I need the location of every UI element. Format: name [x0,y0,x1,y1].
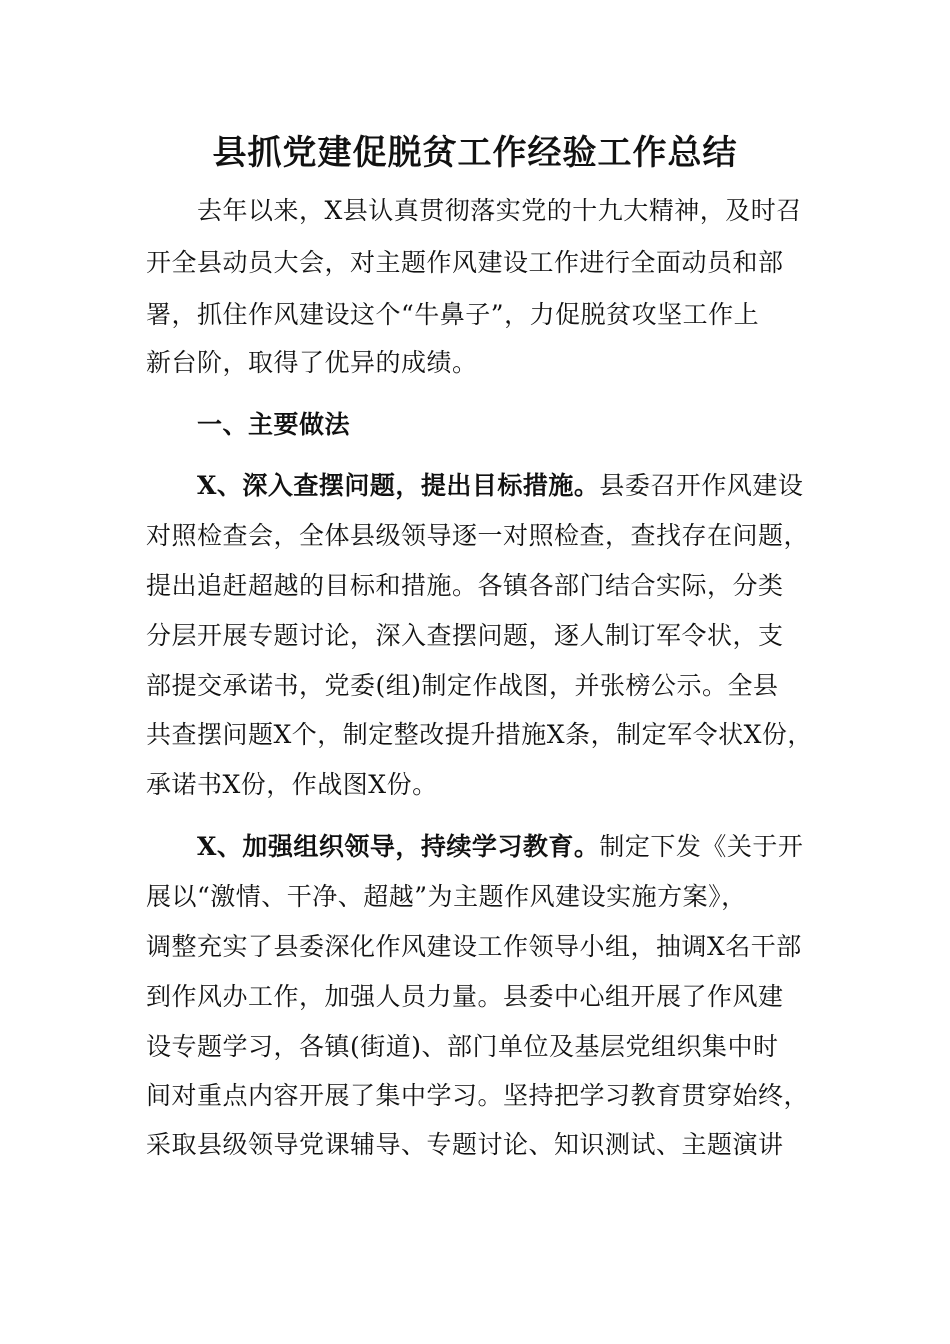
item-1-line: 部提交承诺书，党委(组)制定作战图，并张榜公示。全县 [146,671,779,700]
item-2-line: 采取县级领导党课辅导、专题讨论、知识测试、主题演讲 [146,1130,784,1159]
item-2-first-line [197,829,803,865]
item-1-first-rest: 县委召开作风建设 [599,471,804,500]
item-1-first-line [197,468,803,504]
item-1-line: 提出追赶超越的目标和措施。各镇各部门结合实际，分类 [146,571,784,600]
item-2-first-rest: 制定下发《关于开 [599,832,804,861]
item-2-line: 到作风办工作，加强人员力量。县委中心组开展了作风建 [146,982,784,1011]
item-2-line: 展以“激情、干净、超越”为主题作风建设实施方案》， [146,882,747,911]
intro-line: 开全县动员大会，对主题作风建设工作进行全面动员和部 [146,248,784,277]
item-1-line: 对照检查会，全体县级领导逐一对照检查，查找存在问题， [146,521,810,550]
item-1-line: 分层开展专题讨论，深入查摆问题，逐人制订军令状，支 [146,621,784,650]
item-2-line: 间对重点内容开展了集中学习。坚持把学习教育贯穿始终， [146,1081,810,1110]
item-2-line: 调整充实了县委深化作风建设工作领导小组，抽调X名干部 [146,932,802,961]
intro-line: 新台阶，取得了优异的成绩。 [146,348,478,377]
intro-line: 署，抓住作风建设这个“牛鼻子”，力促脱贫攻坚工作上 [146,300,760,329]
item-2-line: 设专题学习，各镇(街道)、部门单位及基层党组织集中时 [146,1032,779,1061]
intro-line: 去年以来，X县认真贯彻落实党的十九大精神，及时召 [197,196,802,225]
item-2-lead: X、加强组织领导，持续学习教育。 [197,832,600,861]
section-heading: 一、主要做法 [197,410,351,439]
item-1-line: 共查摆问题X个，制定整改提升措施X条，制定军令状X份， [146,720,813,749]
document-title: 县抓党建促脱贫工作经验工作总结 [212,133,738,173]
item-1-lead: X、深入查摆问题，提出目标措施。 [197,471,600,500]
item-1-line: 承诺书X份，作战图X份。 [146,770,438,799]
